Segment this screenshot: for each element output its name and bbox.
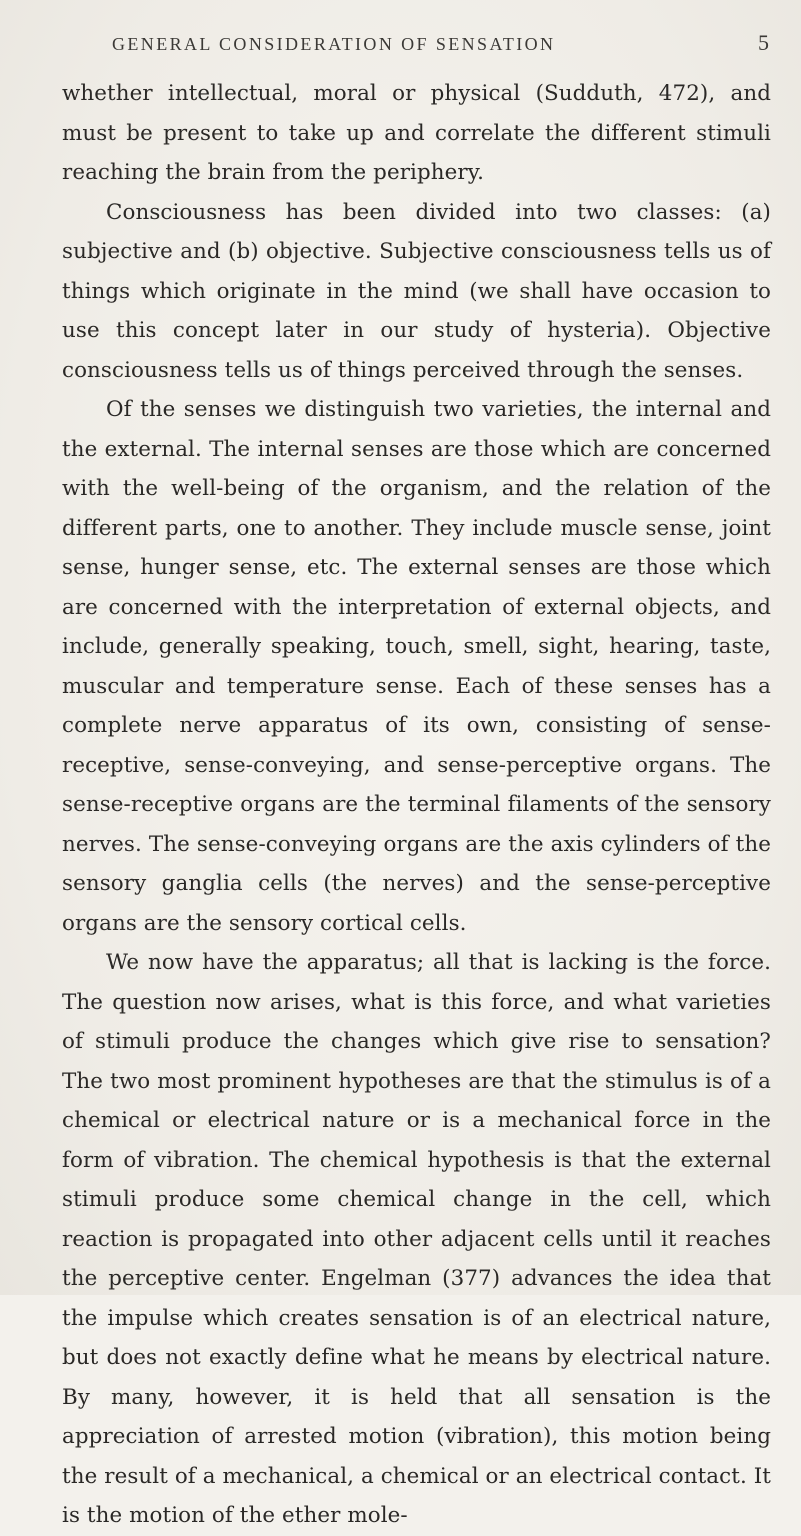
paragraph: Consciousness has been divided into two classes: (a) subjective and (b) objective. Subjective consciousness tells us of things which originate in the mind (we shall have occasion to use this concept later in our study of hysteria). Objective consciousness tells us of things perceived through the senses. xyxy=(62,199,771,383)
running-head-title: GENERAL CONSIDERATION OF SENSATION xyxy=(112,34,556,54)
paragraph: We now have the apparatus; all that is lacking is the force. The question now arises, what is this force, and what varieties of stimuli produce the changes which give rise to sensation? The two most prominent hypotheses are that the stimulus is of a chemical or electrical nature or is a mechanical force in the form of vibration. The chemical hypothesis is that the external stimuli produce some chemical change in the cell, which reaction is propagated into other adjacent cells until it reaches the perceptive center. Engelman (377) advances the idea that the impulse which creates sensation is of an electrical nature, but does not exactly define what he means by electrical nature. By many, however, it is held that all sensation is the appreciation of arrested motion (vibration), this motion being the result of a mechanical, a chemical or an electrical contact. It is the motion of the ether mole- xyxy=(62,950,771,1528)
body-text xyxy=(62,74,771,1536)
paragraph: Of the senses we distinguish two varieties, the internal and the external. The internal senses are those which are concerned with the well-being of the organism, and the relation of the different parts, one to another. They include muscle sense, joint sense, hunger sense, etc. The external senses are those which are concerned with the interpretation of external objects, and include, generally speaking, touch, smell, sight, hearing, taste, muscular and temperature sense. Each of these senses has a complete nerve apparatus of its own, consisting of sense-receptive, sense-conveying, and sense-perceptive organs. The sense-receptive organs are the terminal filaments of the sensory nerves. The sense-conveying organs are the axis cylinders of the sensory ganglia cells (the nerves) and the sense-perceptive organs are the sensory cortical cells. xyxy=(62,397,771,936)
running-head xyxy=(112,30,769,60)
paragraph: whether intellectual, moral or physical (Sudduth, 472), and must be present to take up and correlate the different stimuli reaching the brain from the periphery. xyxy=(62,81,771,185)
page-number: 5 xyxy=(758,30,769,55)
